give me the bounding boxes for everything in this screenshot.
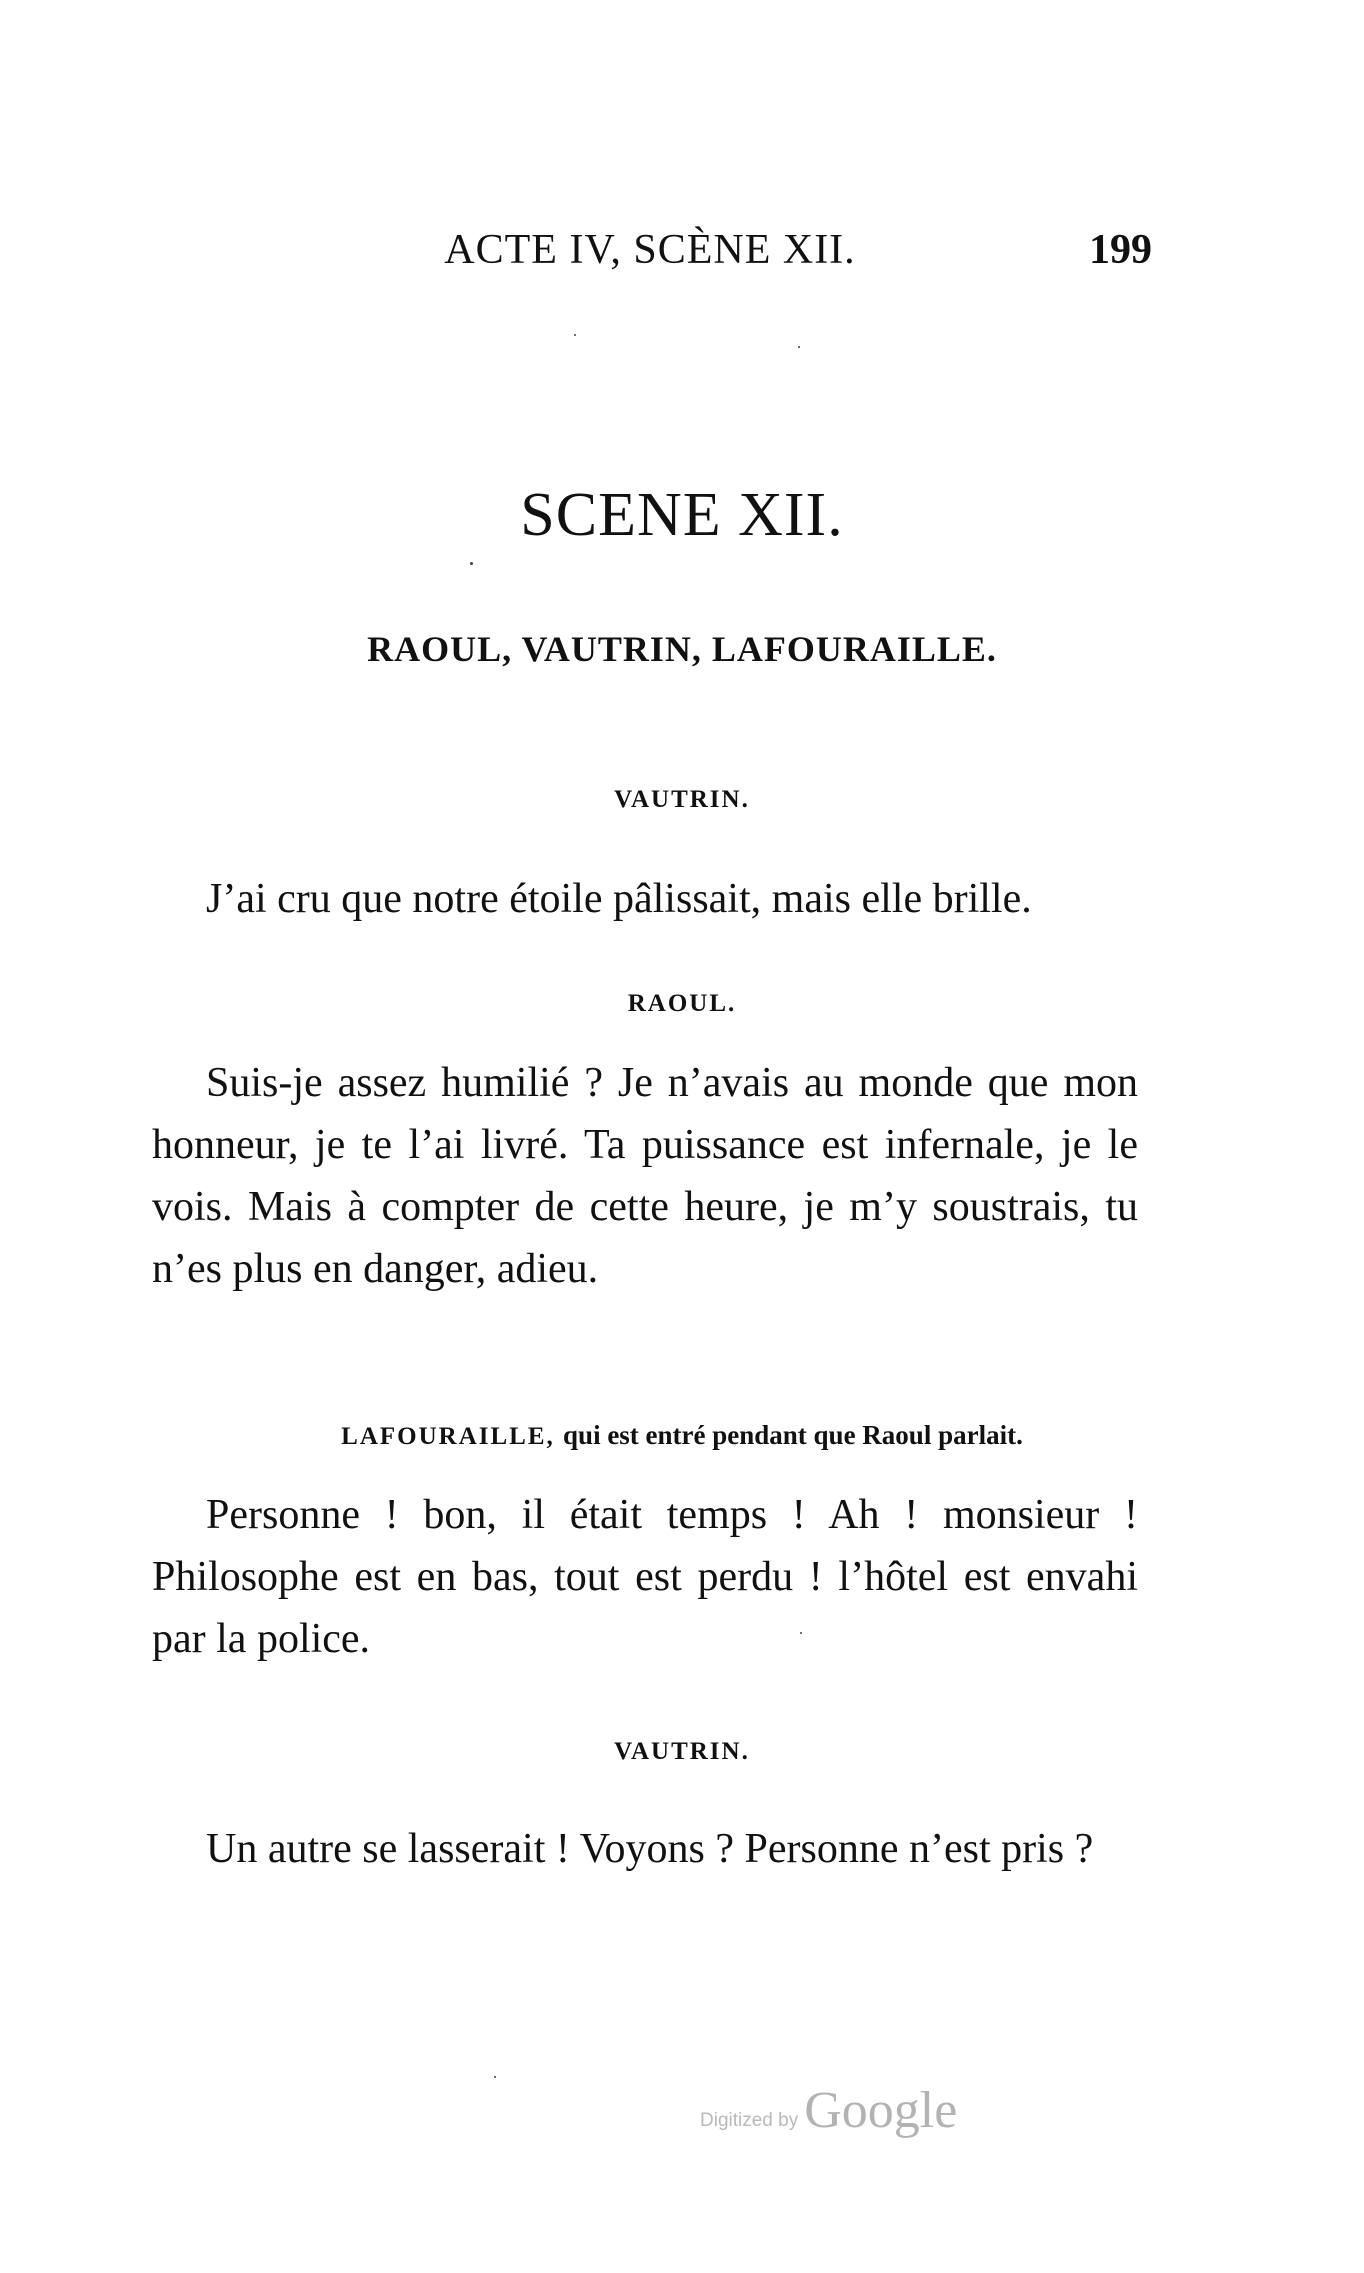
scene-title: SCENE XII. [520,481,844,549]
scene-cast-list: RAOUL, VAUTRIN, LAFOURAILLE. [367,629,997,669]
speech-text: J’ai cru que notre étoile pâlissait, mais elle brille. [206,876,1032,922]
speech-text: Personne ! bon, il était temps ! Ah ! monsieur ! Philosophe est en bas, tout est perdu ! l’hôtel est envahi par la police. [152,1492,1138,1662]
stage-direction: qui est entré pendant que Raoul parlait. [563,1420,1023,1450]
page-number: 199 [1089,227,1152,273]
digitization-stamp [700,2080,957,2140]
digitized-label: Digitized by [700,2110,799,2131]
scan-speck [494,2076,496,2078]
speaker-name [0,1738,1364,1766]
google-logo: Google [804,2082,958,2139]
speaker-name [0,990,1364,1018]
speaker-label: VAUTRIN. [614,786,750,813]
speaker-label: LAFOURAILLE, [341,1423,555,1450]
speaker-label: VAUTRIN. [614,1738,750,1765]
scan-speck [574,334,576,336]
scan-speck [470,562,473,565]
running-header [150,226,1150,286]
speech-text: Un autre se lasserait ! Voyons ? Personne n’est pris ? [206,1826,1094,1872]
running-title: ACTE IV, SCÈNE XII. [444,227,856,273]
scan-speck [800,1632,802,1634]
scan-speck [798,346,800,348]
speaker-label: RAOUL. [627,990,737,1017]
speech-text: Suis-je assez humilié ? Je n’avais au monde que mon honneur, je te l’ai livré. Ta puissance est infernale, je le vois. Mais à compter de cette heure, je m’y soustrais, tu n’es plus en danger, adieu. [152,1060,1138,1292]
speaker-name [0,1420,1364,1451]
speaker-name [0,786,1364,814]
